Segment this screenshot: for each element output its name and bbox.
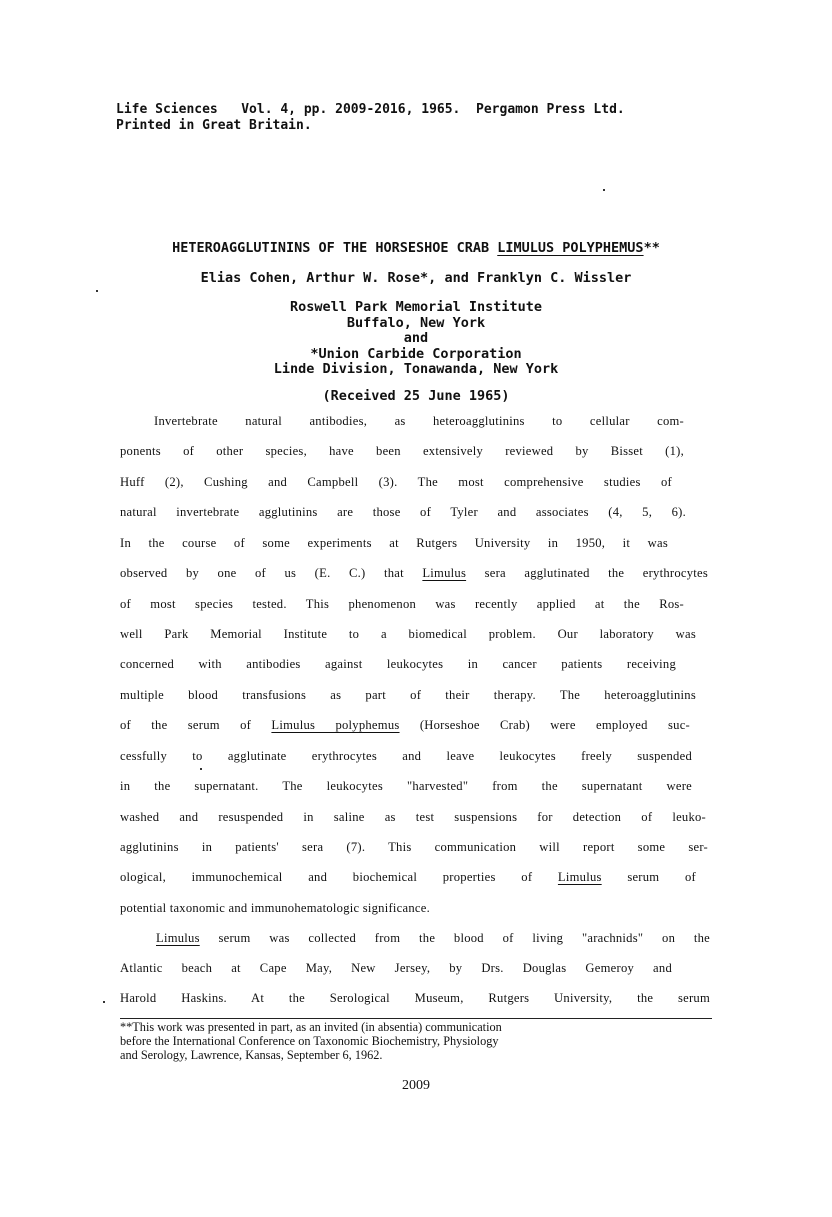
body-line: in the supernatant. The leukocytes "harvested" from the supernatant were [120,779,692,793]
body-line: concerned with antibodies against leukocytes in cancer patients receiving [120,657,676,671]
body-text: ological, immunochemical and biochemical properties of [120,870,558,884]
body-text: serum was collected from the blood of living "arachnids" on the [199,931,710,945]
body-text: of the serum of [120,718,272,732]
affiliation-block [0,300,832,378]
footnote-rule [120,1018,712,1019]
body-line: washed and resuspended in saline as test suspensions for detection of leuko- [120,810,706,824]
footnote-line: and Serology, Lawrence, Kansas, September 6, 1962. [120,1048,383,1062]
body-line: of most species tested. This phenomenon was recently applied at the Ros- [120,597,684,611]
title-species: LIMULUS POLYPHEMUS [497,240,644,256]
scan-speck [200,768,202,770]
page-number: 2009 [402,1078,430,1093]
body-line: multiple blood transfusions as part of their therapy. The heteroagglutinins [120,688,696,702]
affiliation-line: and [403,330,429,346]
journal-citation: Life Sciences Vol. 4, pp. 2009-2016, 1965. Pergamon Press Ltd. [116,102,625,117]
scan-speck [603,189,605,191]
body-line [156,931,710,946]
body-text: observed by one of us (E. C.) that [120,566,423,580]
body-line: natural invertebrate agglutinins are those of Tyler and associates (4, 5, 6). [120,505,686,519]
body-line: Harold Haskins. At the Serological Museum, Rutgers University, the serum [120,991,710,1005]
affiliation-line: Linde Division, Tonawanda, New York [273,361,559,377]
body-text: (Horseshoe Crab) were employed suc- [399,718,690,732]
affiliation-line: Roswell Park Memorial Institute [290,299,542,315]
body-line: potential taxonomic and immunohematologic significance. [120,901,430,915]
scan-speck [96,290,98,292]
body-text: sera agglutinated the erythrocytes [466,566,709,580]
footnote-line: **This work was presented in part, as an invited (in absentia) communication [120,1020,502,1034]
body-line: Invertebrate natural antibodies, as heteroagglutinins to cellular com- [154,414,684,428]
species-name: Limulus [422,566,467,580]
body-line: Huff (2), Cushing and Campbell (3). The most comprehensive studies of [120,475,672,489]
body-line: cessfully to agglutinate erythrocytes and leave leukocytes freely suspended [120,749,692,763]
footnote [120,1020,712,1062]
footnote-line: before the International Conference on Taxonomic Biochemistry, Physiology [120,1034,499,1048]
scan-speck [103,1001,105,1003]
title-footnote-marker: ** [643,240,660,256]
species-name: Limulus polyphemus [271,718,400,732]
body-line [120,870,696,885]
body-line: ponents of other species, have been extensively reviewed by Bisset (1), [120,444,684,458]
received-date: (Received 25 June 1965) [322,388,510,404]
body-line [120,566,708,581]
affiliation-line: *Union Carbide Corporation [310,345,522,362]
title-main: HETEROAGGLUTININS OF THE HORSESHOE CRAB [172,240,498,256]
body-line: well Park Memorial Institute to a biomedical problem. Our laboratory was [120,627,696,641]
affiliation-line: Buffalo, New York [346,314,486,331]
body-line: In the course of some experiments at Rutgers University in 1950, it was [120,536,668,550]
species-name: Limulus [156,931,200,945]
body-line: agglutinins in patients' sera (7). This communication will report some ser- [120,840,708,854]
printed-in-line: Printed in Great Britain. [116,118,312,133]
body-text: serum of [601,870,696,884]
species-name: Limulus [557,870,602,884]
body-line [120,718,690,733]
author-list: Elias Cohen, Arthur W. Rose*, and Franklyn C. Wissler [200,270,632,286]
article-title [0,240,832,256]
body-line: Atlantic beach at Cape May, New Jersey, by Drs. Douglas Gemeroy and [120,961,672,975]
